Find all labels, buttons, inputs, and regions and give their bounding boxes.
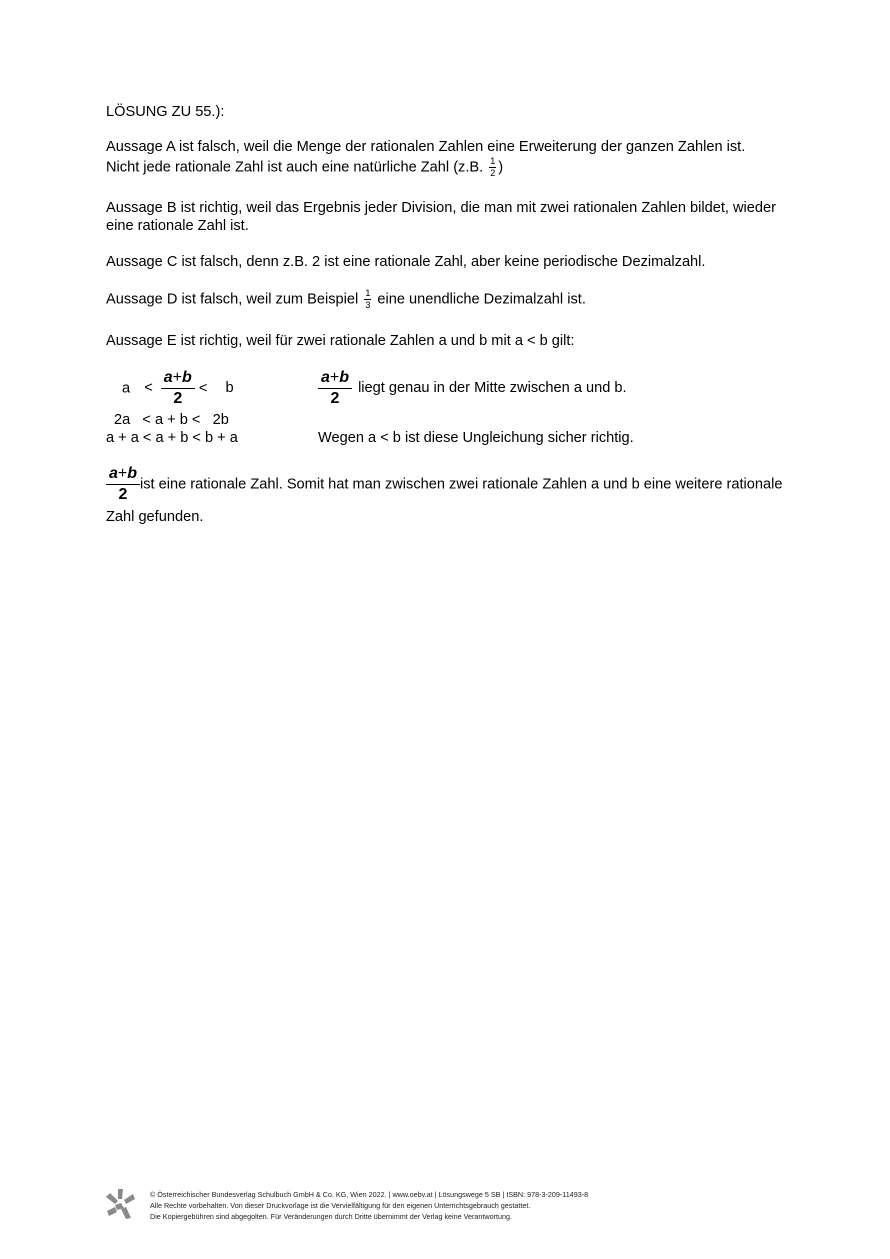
aussage-d-prefix: Aussage D ist falsch, weil zum Beispiel bbox=[106, 291, 359, 308]
conclusion-line1 bbox=[106, 466, 782, 503]
fraction-one-half bbox=[489, 157, 496, 178]
frac-den: 2 bbox=[173, 390, 183, 407]
inequality-line3: a + a < a + b < b + a bbox=[106, 430, 238, 446]
fraction-denominator: 3 bbox=[365, 300, 371, 310]
ineq-b: b bbox=[225, 380, 234, 397]
wegen-text: Wegen a < b ist diese Ungleichung sicher richtig. bbox=[318, 430, 634, 446]
footer-copyright: © Österreichischer Bundesverlag Schulbuch GmbH & Co. KG, Wien 2022. | www.oebv.at | Lösungswege 5 SB | ISBN: 978-3-209-11493-8 bbox=[150, 1190, 589, 1199]
frac-op-plus: + bbox=[117, 465, 128, 482]
aussage-a-line2-prefix: Nicht jede rationale Zahl ist auch eine natürliche Zahl (z.B. bbox=[106, 159, 484, 176]
aussage-d-suffix: eine unendliche Dezimalzahl ist. bbox=[377, 291, 586, 308]
frac-den: 2 bbox=[118, 486, 128, 503]
fraction-numerator: 1 bbox=[365, 288, 371, 298]
aussage-b-line2: eine rationale Zahl ist. bbox=[106, 218, 249, 234]
frac-var-b: b bbox=[339, 369, 350, 386]
frac-var-b: b bbox=[127, 465, 138, 482]
footer-fees: Die Kopiergebühren sind abgegolten. Für Veränderungen durch Dritte übernimmt der Verlag keine Verantwortung. bbox=[150, 1212, 512, 1221]
ineq-a: a bbox=[122, 380, 131, 397]
ineq-lt-1: < bbox=[144, 380, 153, 397]
frac-var-a: a bbox=[320, 369, 330, 386]
fraction-a-plus-b-over-2 bbox=[318, 370, 352, 407]
frac-var-a: a bbox=[108, 465, 118, 482]
fraction-numerator: 1 bbox=[490, 156, 496, 166]
frac-den: 2 bbox=[330, 390, 340, 407]
fraction-a-plus-b-over-2 bbox=[161, 370, 195, 407]
aussage-c: Aussage C ist falsch, denn z.B. 2 ist eine rationale Zahl, aber keine periodische Dezimalzahl. bbox=[106, 254, 706, 270]
fraction-denominator: 2 bbox=[490, 168, 496, 178]
mid-explanation bbox=[318, 370, 627, 407]
page-heading: LÖSUNG ZU 55.): bbox=[106, 104, 225, 120]
fraction-one-third bbox=[364, 289, 371, 310]
conclusion-line2: Zahl gefunden. bbox=[106, 509, 204, 525]
frac-op-plus: + bbox=[172, 369, 183, 386]
mid-text: liegt genau in der Mitte zwischen a und b. bbox=[358, 380, 627, 397]
inequality-line2: 2a < a + b < 2b bbox=[114, 412, 229, 428]
aussage-d bbox=[106, 289, 586, 310]
aussage-e: Aussage E ist richtig, weil für zwei rationale Zahlen a und b mit a < b gilt: bbox=[106, 333, 575, 349]
conclusion-text-1: ist eine rationale Zahl. Somit hat man zwischen zwei rationale Zahlen a und b eine weitere rationale bbox=[140, 476, 783, 493]
footer-rights: Alle Rechte vorbehalten. Von dieser Druckvorlage ist die Vervielfältigung für den eigenen Unterrichtsgebrauch gestattet. bbox=[150, 1201, 531, 1210]
frac-var-b: b bbox=[182, 369, 192, 386]
ineq-lt-2: < bbox=[198, 380, 208, 397]
aussage-a-line2 bbox=[106, 157, 503, 178]
oebv-logo-icon bbox=[104, 1188, 136, 1220]
fraction-a-plus-b-over-2 bbox=[106, 466, 140, 503]
inequality-line1 bbox=[122, 370, 234, 407]
aussage-a-line1: Aussage A ist falsch, weil die Menge der rationalen Zahlen eine Erweiterung der ganzen Zahlen ist. bbox=[106, 139, 746, 155]
frac-var-a: a bbox=[163, 369, 173, 386]
aussage-a-line2-suffix: ) bbox=[498, 159, 504, 176]
aussage-b-line1: Aussage B ist richtig, weil das Ergebnis jeder Division, die man mit zwei rationalen Zahlen bildet, wieder bbox=[106, 200, 777, 216]
frac-op-plus: + bbox=[329, 369, 340, 386]
